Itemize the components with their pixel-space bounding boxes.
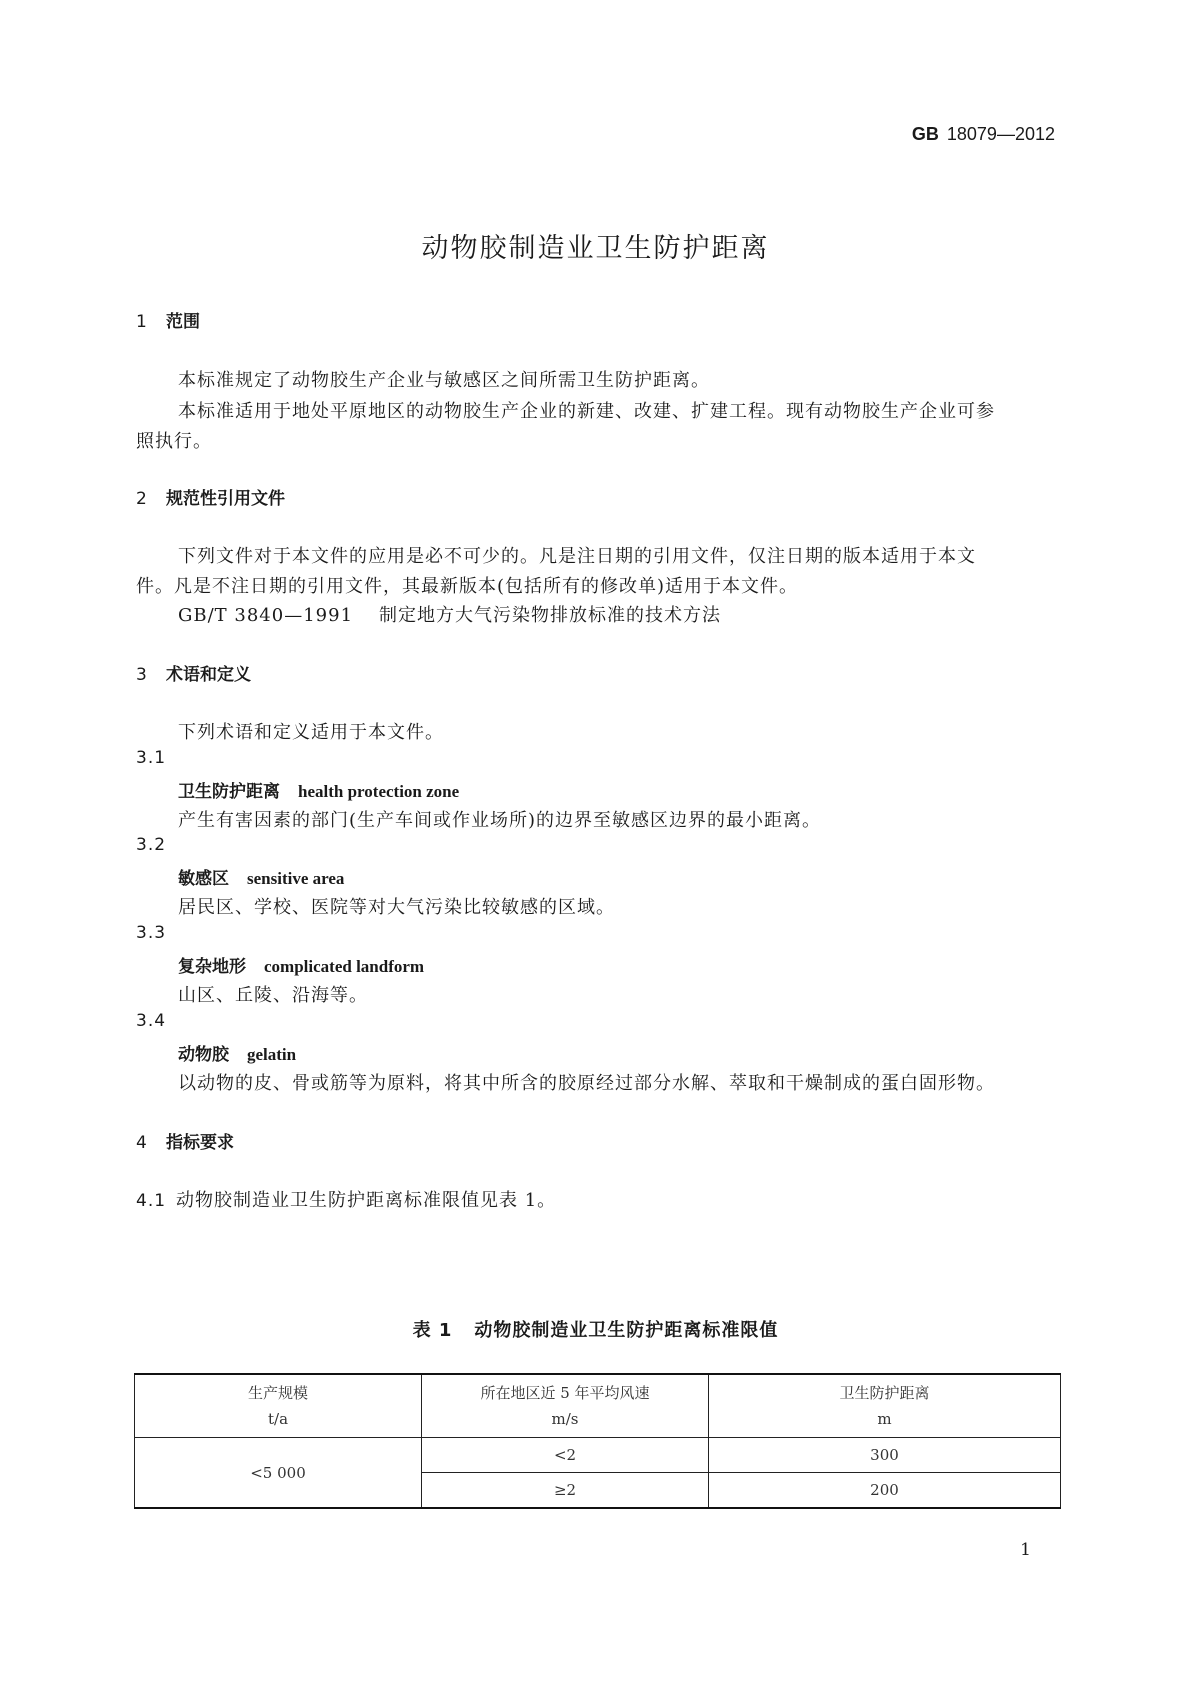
document-title: 动物胶制造业卫生防护距离 <box>421 233 770 264</box>
term-english: gelatin <box>247 1045 297 1064</box>
reference-title: 制定地方大气污染物排放标准的技术方法 <box>379 605 722 626</box>
section-2-paragraph-line-2: 件。凡是不注日期的引用文件，其最新版本(包括所有的修改单)适用于本文件。 <box>136 576 799 597</box>
term-number: 3.3 <box>136 923 167 943</box>
term-definition: 产生有害因素的部门(生产车间或作业场所)的边界至敏感区边界的最小距离。 <box>178 810 822 831</box>
clause-text: 动物胶制造业卫生防护距离标准限值见表 1。 <box>176 1190 557 1211</box>
clause-number: 4.1 <box>136 1191 167 1211</box>
term-english: complicated landform <box>264 957 425 976</box>
table-caption-label: 表 1 <box>412 1320 453 1341</box>
section-2-heading <box>136 484 285 509</box>
section-3-title: 术语和定义 <box>166 665 251 685</box>
wind-speed-cell: <2 <box>422 1438 709 1473</box>
term-definition: 山区、丘陵、沿海等。 <box>178 985 368 1006</box>
table-caption-title: 动物胶制造业卫生防护距离标准限值 <box>474 1320 779 1341</box>
term-heading <box>178 1040 296 1065</box>
table-caption <box>0 1316 1191 1342</box>
section-1-paragraph-2-line-1: 本标准适用于地处平原地区的动物胶生产企业的新建、改建、扩建工程。现有动物胶生产企业可参 <box>178 401 995 422</box>
term-number: 3.1 <box>136 748 167 768</box>
section-4-title: 指标要求 <box>166 1133 234 1153</box>
header-unit: t/a <box>267 1410 289 1428</box>
term-chinese: 敏感区 <box>178 869 229 889</box>
section-3-number: 3 <box>136 665 147 685</box>
section-1-paragraph-2-line-2: 照执行。 <box>136 431 212 452</box>
term-chinese: 动物胶 <box>178 1045 229 1065</box>
term-english: sensitive area <box>247 869 345 888</box>
term-chinese: 卫生防护距离 <box>178 782 280 802</box>
standard-code <box>912 124 1055 145</box>
table-header-row <box>135 1374 1061 1438</box>
header-name: 所在地区近 5 年平均风速 <box>480 1384 650 1402</box>
header-name: 生产规模 <box>247 1384 308 1402</box>
clause-4-1 <box>136 1186 556 1212</box>
term-definition: 居民区、学校、医院等对大气污染比较敏感的区域。 <box>178 897 615 918</box>
term-definition: 以动物的皮、骨或筋等为原料，将其中所含的胶原经过部分水解、萃取和干燥制成的蛋白固形物。 <box>178 1073 995 1094</box>
term-english: health protection zone <box>298 782 460 801</box>
term-number: 3.4 <box>136 1011 167 1031</box>
term-heading <box>178 864 344 889</box>
section-1-title: 范围 <box>166 312 200 332</box>
term-chinese: 复杂地形 <box>178 957 246 977</box>
header-name: 卫生防护距离 <box>839 1384 930 1402</box>
reference-code: GB/T 3840—1991 <box>178 605 354 626</box>
table-row <box>135 1438 1061 1473</box>
normative-reference <box>178 601 721 627</box>
term-heading <box>178 952 424 977</box>
table-header-cell <box>422 1374 709 1438</box>
table-header-cell <box>135 1374 422 1438</box>
section-2-title: 规范性引用文件 <box>166 489 285 509</box>
standard-prefix: GB <box>911 124 939 144</box>
page-number: 1 <box>1020 1540 1031 1560</box>
section-1-heading <box>136 307 200 332</box>
table-header-cell <box>709 1374 1061 1438</box>
section-3-intro: 下列术语和定义适用于本文件。 <box>178 722 444 743</box>
distance-cell: 300 <box>709 1438 1061 1473</box>
section-4-heading <box>136 1128 234 1153</box>
section-3-heading <box>136 660 251 685</box>
term-heading <box>178 777 459 802</box>
header-unit: m <box>877 1410 892 1428</box>
distance-cell: 200 <box>709 1473 1061 1509</box>
section-2-number: 2 <box>136 489 147 509</box>
section-1-paragraph-1: 本标准规定了动物胶生产企业与敏感区之间所需卫生防护距离。 <box>178 370 710 391</box>
section-1-number: 1 <box>136 312 147 332</box>
section-4-number: 4 <box>136 1133 147 1153</box>
standard-number: 18079—2012 <box>946 124 1055 144</box>
production-scale-cell: <5 000 <box>135 1438 422 1509</box>
standard-limits-table <box>134 1373 1061 1509</box>
wind-speed-cell: ≥2 <box>422 1473 709 1509</box>
header-unit: m/s <box>551 1410 579 1428</box>
section-2-paragraph-line-1: 下列文件对于本文件的应用是必不可少的。凡是注日期的引用文件，仅注日期的版本适用于本文 <box>178 546 976 567</box>
term-number: 3.2 <box>136 835 167 855</box>
